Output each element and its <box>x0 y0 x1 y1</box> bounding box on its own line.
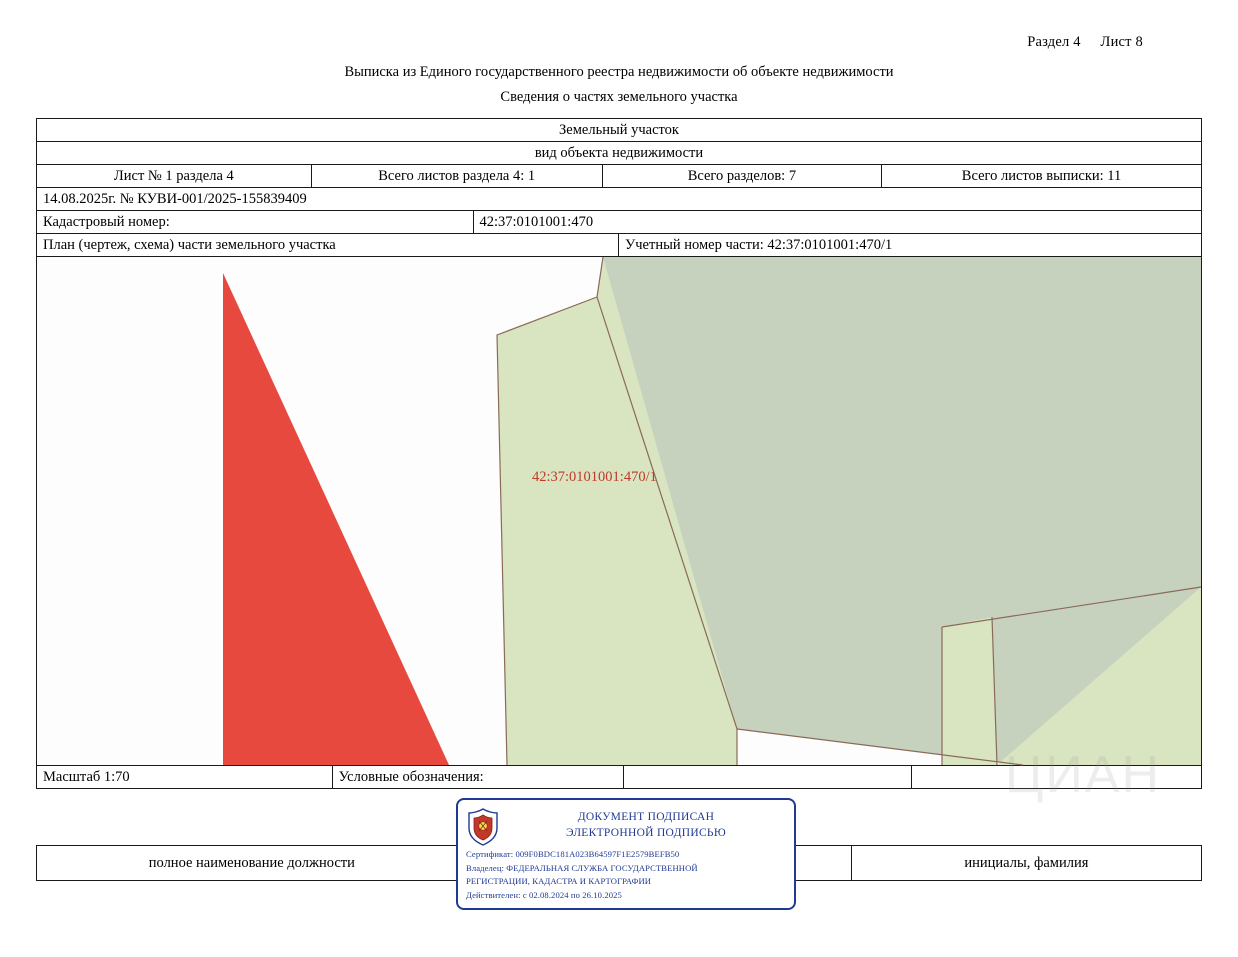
page-header <box>1011 34 1143 51</box>
cadastral-number-value: 42:37:0101001:470 <box>479 214 594 230</box>
stamp-title-line1: ДОКУМЕНТ ПОДПИСАН <box>577 811 715 823</box>
legend-label: Условные обозначения: <box>333 766 624 788</box>
stamp-owner-line1: Владелец: ФЕДЕРАЛЬНАЯ СЛУЖБА ГОСУДАРСТВЕННОЙ <box>466 862 698 873</box>
sheet-of-section: Лист № 1 раздела 4 <box>37 165 312 187</box>
plan-label: План (чертеж, схема) части земельного участка <box>37 234 619 256</box>
stamp-details <box>466 848 784 902</box>
document-title: Выписка из Единого государственного реестра недвижимости об объекте недвижимости <box>344 64 894 80</box>
table-row-cadastral <box>37 211 1201 234</box>
part-number-label: Учетный номер части: 42:37:0101001:470/1 <box>625 237 893 253</box>
object-type-label: вид объекта недвижимости <box>534 145 704 161</box>
stamp-validity: Действителен: с 02.08.2024 по 26.10.2025 <box>466 889 622 900</box>
electronic-signature-stamp <box>456 798 796 910</box>
document-subtitle: Сведения о частях земельного участка <box>500 89 738 105</box>
scale-label: Масштаб 1:70 <box>37 766 333 788</box>
document-number-value: 14.08.2025г. № КУВИ-001/2025-155839409 <box>43 191 307 207</box>
map-drawing <box>37 257 1201 765</box>
total-sections: Всего разделов: 7 <box>603 165 882 187</box>
sheet-number: Лист 8 <box>1100 34 1143 50</box>
stamp-title <box>508 806 784 841</box>
position-label: полное наименование должности <box>37 846 468 880</box>
stamp-title-line2: ЭЛЕКТРОННОЙ ПОДПИСЬЮ <box>566 827 726 839</box>
object-name-value: Земельный участок <box>559 122 679 138</box>
stamp-owner-line2: РЕГИСТРАЦИИ, КАДАСТРА И КАРТОГРАФИИ <box>466 876 652 886</box>
table-row-object-name <box>37 119 1201 142</box>
table-row-object-type <box>37 142 1201 165</box>
table-row-scale <box>37 766 1201 788</box>
total-extract-sheets: Всего листов выписки: 11 <box>961 168 1122 184</box>
legend-cell-4 <box>912 766 1201 788</box>
stamp-certificate: Сертификат: 009F0BDC181A023B64597F1E2579BEFB50 <box>466 849 680 859</box>
map-part-label: 42:37:0101001:470/1 <box>532 469 657 485</box>
watermark: ЦИАН <box>1004 746 1161 804</box>
table-row-document-number <box>37 188 1201 211</box>
coat-of-arms-icon <box>466 808 500 846</box>
table-row-plan-header <box>37 234 1201 257</box>
legend-cell-3 <box>624 766 913 788</box>
stamp-header <box>466 806 784 846</box>
table-row-sheet-counts <box>37 165 1201 188</box>
section-number: Раздел 4 <box>1027 34 1081 50</box>
main-table <box>36 118 1202 804</box>
total-section-sheets: Всего листов раздела 4: 1 <box>312 165 603 187</box>
cadastral-number-label: Кадастровый номер: <box>37 211 474 233</box>
initials-label: инициалы, фамилия <box>964 855 1089 871</box>
parcel-fill-corridor-left <box>942 617 997 765</box>
